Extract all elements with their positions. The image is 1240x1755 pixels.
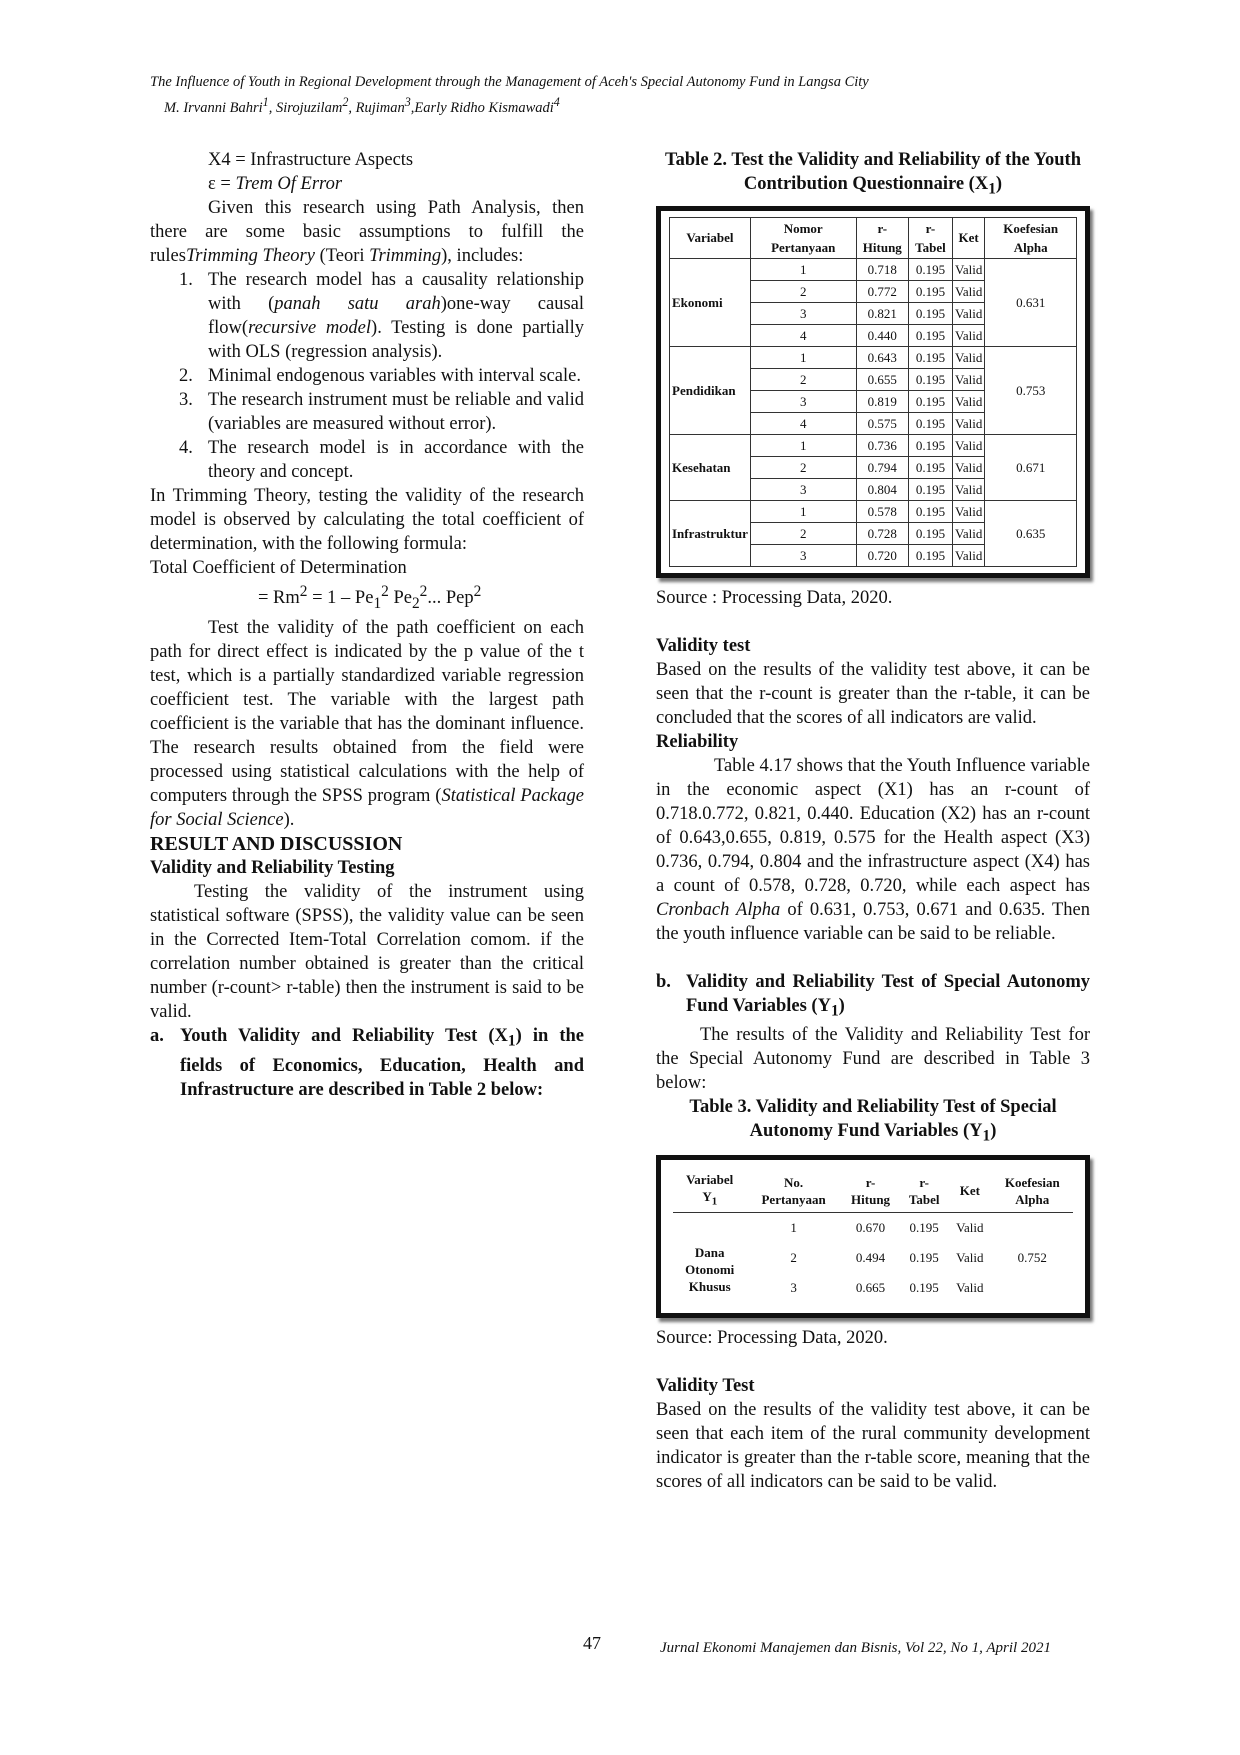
table-cell: 0.665: [855, 1280, 886, 1296]
table-cell: Valid: [952, 324, 984, 346]
table-cell: 1: [750, 258, 856, 280]
assumption-text: The research model is in accordance with the theory and concept.: [208, 438, 584, 482]
alpha-cell: 0.635: [985, 500, 1077, 566]
variable-cell: Infrastruktur: [670, 500, 751, 566]
item-b-paragraph: The results of the Validity and Reliability Test for the Special Autonomy Fund are described in Table 3 below:: [656, 1025, 1090, 1094]
table2-source: Source : Processing Data, 2020.: [656, 587, 893, 608]
table-cell: Valid: [952, 368, 984, 390]
table-cell: 0.195: [908, 522, 952, 544]
table3-header-cell: Koefesian Alpha: [1004, 1174, 1060, 1207]
table-cell: 0.494: [855, 1250, 886, 1266]
table-cell: 0.195: [908, 324, 952, 346]
table-cell: 0.195: [908, 478, 952, 500]
table-cell: 0.728: [856, 522, 908, 544]
table-cell: 0.821: [856, 302, 908, 324]
table-cell: 3: [750, 478, 856, 500]
assumption-number: 3.: [179, 390, 193, 410]
assumptions-list: [150, 268, 584, 484]
table-cell: 0.195: [908, 302, 952, 324]
table2-header-cell: r-Tabel: [908, 217, 952, 258]
table-cell: Valid: [952, 544, 984, 566]
tcd-label: Total Coefficient of Determination: [150, 558, 407, 578]
table2-header-cell: Variabel: [670, 217, 751, 258]
journal-footer: Jurnal Ekonomi Manajemen dan Bisnis, Vol 22, No 1, April 2021: [660, 1640, 1051, 1656]
variable-cell: Dana Otonomi Khusus: [685, 1244, 735, 1294]
table-cell: 0.718: [856, 258, 908, 280]
table-cell: 0.195: [908, 346, 952, 368]
table2-header-cell: Koefesian Alpha: [985, 217, 1077, 258]
intro-paragraph: Given this research using Path Analysis, then there are some basic assumptions to fulfill the rulesTrimming Theory (Teori Trimming), includes:: [150, 198, 584, 266]
table3-header-cell: r- Tabel: [908, 1174, 940, 1207]
assumption-number: 2.: [179, 366, 193, 386]
assumption-item: [150, 364, 584, 388]
assumption-text: The research instrument must be reliable and valid (variables are measured without error).: [208, 390, 584, 434]
table-cell: 0.720: [856, 544, 908, 566]
reliability-heading: Reliability: [656, 731, 739, 752]
table-cell: 4: [750, 324, 856, 346]
alpha-cell: 0.671: [985, 434, 1077, 500]
assumption-text: Minimal endogenous variables with interval scale.: [208, 366, 581, 386]
left-column: [150, 148, 584, 1102]
table3-header-cell: No. Pertanyaan: [761, 1174, 826, 1207]
table-cell: 0.195: [908, 368, 952, 390]
validity2-paragraph: Based on the results of the validity test above, it can be seen that each item of the rural community development indicator is greater than the r-table score, meaning that the scores of all indicators can be said to be valid.: [656, 1399, 1090, 1492]
table-cell: 1: [790, 1220, 797, 1236]
table-cell: Valid: [952, 346, 984, 368]
table-cell: 0.819: [856, 390, 908, 412]
table2-frame: [656, 206, 1090, 578]
item-a-label: a.: [150, 1025, 164, 1046]
vr-heading: Validity and Reliability Testing: [150, 857, 395, 878]
validity-heading: Validity test: [656, 635, 751, 656]
table-row: [670, 500, 1077, 522]
table-cell: 0.195: [908, 456, 952, 478]
table3-header-cell: r- Hitung: [851, 1174, 891, 1207]
table-cell: 0.578: [856, 500, 908, 522]
table3-frame: [656, 1155, 1090, 1318]
alpha-cell: 0.752: [1017, 1250, 1047, 1266]
table-cell: 0.195: [909, 1220, 939, 1236]
table-cell: Valid: [952, 412, 984, 434]
table-cell: Valid: [952, 478, 984, 500]
assumption-item: [150, 436, 584, 484]
table-cell: 0.794: [856, 456, 908, 478]
table-row: [670, 434, 1077, 456]
table-cell: 3: [750, 390, 856, 412]
table-cell: Valid: [952, 280, 984, 302]
table-cell: Valid: [956, 1250, 984, 1266]
table-cell: 0.440: [856, 324, 908, 346]
table-cell: 0.195: [908, 258, 952, 280]
table-cell: Valid: [952, 456, 984, 478]
table-cell: 3: [790, 1280, 797, 1296]
formula: = $Rm^2 = 1 - Pe_1^2$ $Pe_2^2$... Pep$^2$: [258, 583, 482, 612]
table-cell: 0.195: [909, 1250, 939, 1266]
table-cell: 1: [750, 434, 856, 456]
item-b: [656, 970, 1090, 1024]
table3-header-cell: Variabel $Y_1$: [686, 1172, 734, 1208]
table-row: [673, 1212, 1073, 1243]
assumption-item: [150, 268, 584, 364]
table2: [669, 217, 1077, 567]
page-number: 47: [583, 1633, 601, 1653]
table3-header-cell: Ket: [959, 1183, 980, 1199]
table-cell: 0.195: [908, 280, 952, 302]
variable-cell: Kesehatan: [670, 434, 751, 500]
table-cell: Valid: [952, 258, 984, 280]
table2-header-cell: Nomor Pertanyaan: [750, 217, 856, 258]
table-cell: Valid: [952, 522, 984, 544]
table-cell: 3: [750, 544, 856, 566]
table-cell: 0.772: [856, 280, 908, 302]
table-row: [670, 258, 1077, 280]
assumption-text: The research model has a causality relationship with (panah satu arah)one-way causal flow(recursive model). Testing is done partially with OLS (regression analysis).: [208, 270, 584, 362]
alpha-cell: 0.631: [985, 258, 1077, 346]
table-cell: 2: [750, 456, 856, 478]
variable-cell: Ekonomi: [670, 258, 751, 346]
validity-paragraph: Based on the results of the validity test above, it can be seen that the r-count is greater than the r-table, it can be concluded that the scores of all indicators are valid.: [656, 659, 1090, 728]
table-row: [670, 346, 1077, 368]
table-cell: 4: [750, 412, 856, 434]
assumption-number: 4.: [179, 438, 193, 458]
table2-header-cell: r-Hitung: [856, 217, 908, 258]
table3: [673, 1170, 1073, 1303]
table-cell: 2: [750, 280, 856, 302]
table-cell: 0.655: [856, 368, 908, 390]
table-cell: 0.643: [856, 346, 908, 368]
table-cell: 0.195: [908, 434, 952, 456]
table-cell: 0.804: [856, 478, 908, 500]
table-cell: Valid: [956, 1220, 984, 1236]
assumption-item: [150, 388, 584, 436]
table-cell: 0.195: [908, 390, 952, 412]
paper-authors: M. Irvanni Bahri$^1$, Sirojuzilam$^2$, Rujiman$^3$,Early Ridho Kismawadi$^4$: [164, 95, 560, 116]
item-b-label: b.: [656, 971, 671, 992]
table3-caption: Table 3. Validity and Reliability Test of Special Autonomy Fund Variables $(Y_1)$: [689, 1097, 1057, 1146]
table2-header-cell: Ket: [952, 217, 984, 258]
alpha-cell: 0.753: [985, 346, 1077, 434]
table-cell: 2: [790, 1250, 797, 1266]
reliability-paragraph: Table 4.17 shows that the Youth Influence variable in the economic aspect (X1) has an r-count of 0.718.0.772, 0.821, 0.440. Education (X2) has an r-count of 0.643,0.655, 0.819, 0.575 for the Health aspect (X3) 0.736, 0.794, 0.804 and the infrastructure aspect (X4) has a count of 0.578, 0.728, 0.720, while each aspect has Cronbach Alpha of 0.631, 0.753, 0.671 and 0.635. Then the youth influence variable can be said to be reliable.: [656, 755, 1090, 944]
table-cell: 1: [750, 346, 856, 368]
variable-x4: X4 = Infrastructure Aspects: [208, 150, 414, 170]
path-test-paragraph: Test the validity of the path coefficient on each path for direct effect is indicated by the p value of the t test, which is a partially standardized variable regression coefficient test. The variable with the largest path coefficient is the variable that has the dominant influence. The research results obtained from the field were processed using statistical calculations with the help of computers through the SPSS program (Statistical Package for Social Science).: [150, 617, 585, 830]
paper-title: The Influence of Youth in Regional Development through the Management of Aceh's Special Autonomy Fund in Langsa City: [150, 74, 869, 90]
validity2-heading: Validity Test: [656, 1375, 755, 1396]
trimming-paragraph: In Trimming Theory, testing the validity of the research model is observed by calculating the total coefficient of determination, with the following formula:: [150, 486, 584, 554]
table-cell: 0.670: [855, 1220, 886, 1236]
table3-source: Source: Processing Data, 2020.: [656, 1327, 888, 1348]
variable-cell: Pendidikan: [670, 346, 751, 434]
table-cell: 2: [750, 368, 856, 390]
table-cell: 3: [750, 302, 856, 324]
item-a-text: Youth Validity and Reliability Test $(X_1)$ in the fields of Economics, Education, Health and Infrastructure are described in Table 2 below:: [180, 1025, 584, 1100]
right-column: [656, 148, 1090, 1494]
vr-paragraph: Testing the validity of the instrument using statistical software (SPSS), the validity value can be seen in the Corrected Item-Total Correlation comom. if the correlation number obtained is greater than the critical number (r-count> r-table) then the instrument is said to be valid.: [150, 881, 584, 1022]
result-heading: RESULT AND DISCUSSION: [150, 832, 403, 855]
table-cell: Valid: [956, 1280, 984, 1296]
table-cell: 0.575: [856, 412, 908, 434]
table-cell: 0.195: [908, 544, 952, 566]
running-header: [150, 72, 869, 118]
variable-epsilon: ε = Trem Of Error: [208, 174, 343, 194]
table-cell: 0.195: [908, 500, 952, 522]
table-cell: Valid: [952, 434, 984, 456]
table-cell: 2: [750, 522, 856, 544]
table-cell: Valid: [952, 500, 984, 522]
item-b-heading: Validity and Reliability Test of Special Autonomy Fund Variables $(Y_1)$: [686, 971, 1090, 1020]
table-cell: Valid: [952, 302, 984, 324]
table-cell: Valid: [952, 390, 984, 412]
table-cell: 0.195: [908, 412, 952, 434]
item-a: [150, 1024, 584, 1102]
table-cell: 0.736: [856, 434, 908, 456]
table2-caption: Table 2. Test the Validity and Reliability of the Youth Contribution Questionnaire $(X_1)$: [665, 150, 1081, 198]
table-cell: 1: [750, 500, 856, 522]
table-cell: 0.195: [909, 1280, 939, 1296]
assumption-number: 1.: [179, 270, 193, 290]
